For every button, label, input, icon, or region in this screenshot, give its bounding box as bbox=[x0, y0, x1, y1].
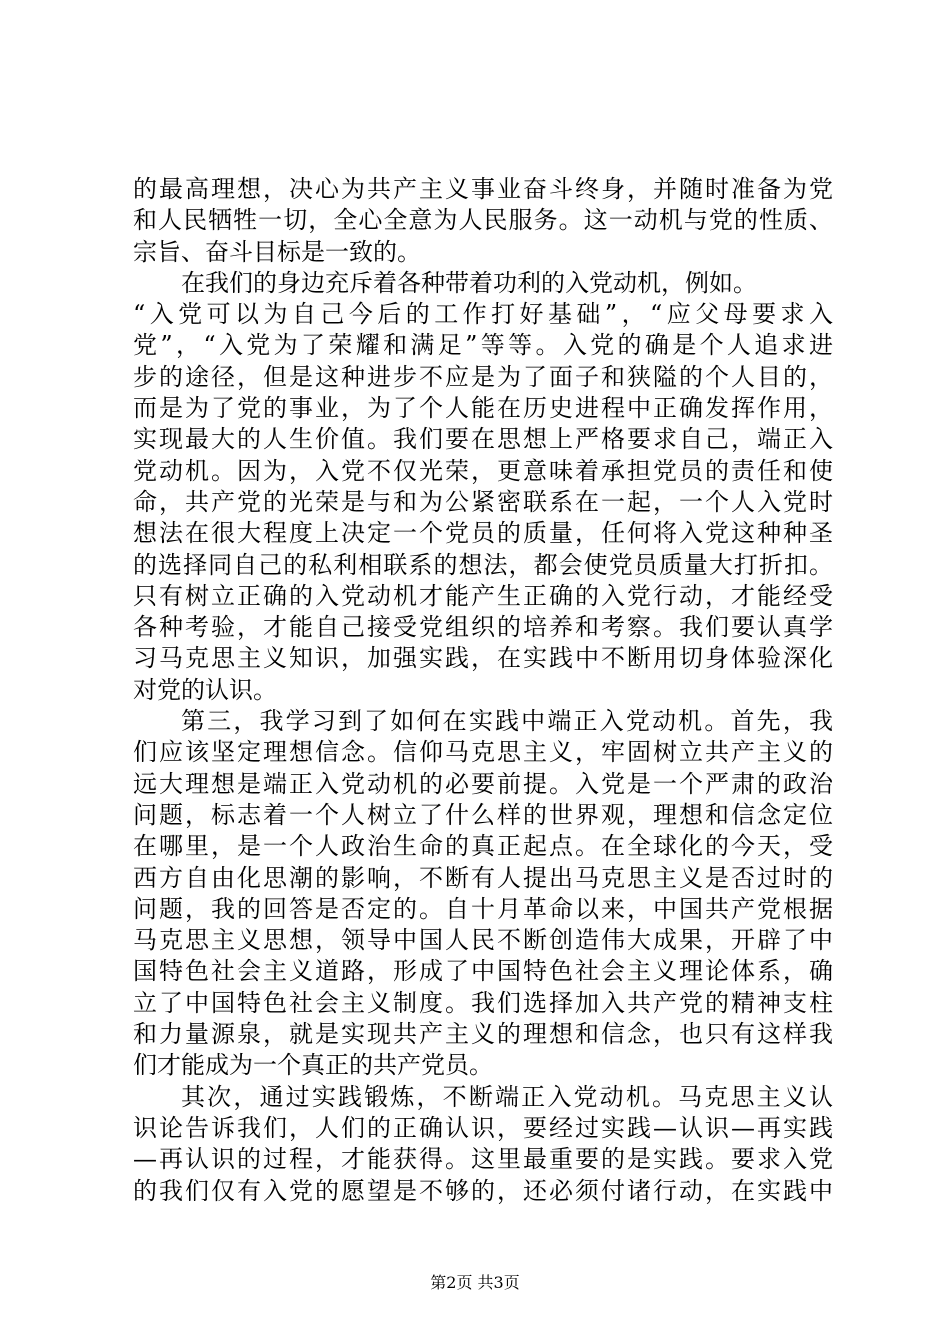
text-line: 的我们仅有入党的愿望是不够的，还必须付诸行动，在实践中 bbox=[133, 1176, 833, 1205]
text-line: 习马克思主义知识，加强实践，在实践中不断用切身体验深化 bbox=[133, 644, 833, 673]
text-line: 的选择同自己的私利相联系的想法，都会使党员质量大打折扣。 bbox=[133, 550, 833, 579]
text-line: 在哪里，是一个人政治生命的真正起点。在全球化的今天，受 bbox=[133, 832, 833, 861]
text-line: 实现最大的人生价值。我们要在思想上严格要求自己，端正入 bbox=[133, 425, 833, 454]
text-line: 问题，我的回答是否定的。自十月革命以来，中国共产党根据 bbox=[133, 894, 833, 923]
text-line: 各种考验，才能自己接受党组织的培养和考察。我们要认真学 bbox=[133, 613, 833, 642]
text-line: 只有树立正确的入党动机才能产生正确的入党行动，才能经受 bbox=[133, 581, 833, 610]
text-line: 的最高理想，决心为共产主义事业奋斗终身，并随时准备为党 bbox=[133, 175, 833, 203]
text-line: 步的途径，但是这种进步不应是为了面子和狭隘的个人目的， bbox=[133, 362, 833, 391]
text-line: 想法在很大程度上决定一个党员的质量，任何将入党这种种圣 bbox=[133, 519, 833, 548]
text-line: 其次，通过实践锻炼，不断端正入党动机。马克思主义认 bbox=[181, 1082, 833, 1111]
text-line: 在我们的身边充斥着各种带着功利的入党动机，例如。 bbox=[181, 268, 757, 297]
text-line: 宗旨、奋斗目标是一致的。 bbox=[133, 237, 421, 266]
page-number-footer: 第2页 共3页 bbox=[430, 1273, 520, 1292]
text-line: 远大理想是端正入党动机的必要前提。入党是一个严肃的政治 bbox=[133, 769, 833, 798]
text-line: 命，共产党的光荣是与和为公紧密联系在一起，一个人入党时 bbox=[133, 487, 833, 516]
text-line: 和人民牺牲一切，全心全意为人民服务。这一动机与党的性质、 bbox=[133, 206, 833, 235]
text-line: 西方自由化思潮的影响，不断有人提出马克思主义是否过时的 bbox=[133, 863, 833, 892]
text-line: 党动机。因为，入党不仅光荣，更意味着承担党员的责任和使 bbox=[133, 456, 833, 485]
text-line: 们应该坚定理想信念。信仰马克思主义，牢固树立共产主义的 bbox=[133, 738, 833, 767]
text-line: 党”，“入党为了荣耀和满足”等等。入党的确是个人追求进 bbox=[133, 331, 833, 360]
text-line: 对党的认识。 bbox=[133, 675, 277, 704]
text-line: 国特色社会主义道路，形成了中国特色社会主义理论体系，确 bbox=[133, 957, 833, 986]
text-line: 识论告诉我们，人们的正确认识，要经过实践—认识—再实践 bbox=[133, 1113, 833, 1142]
text-line: “入党可以为自己今后的工作打好基础”，“应父母要求入 bbox=[133, 300, 833, 329]
text-line: 第三，我学习到了如何在实践中端正入党动机。首先，我 bbox=[181, 707, 833, 736]
text-line: 而是为了党的事业，为了个人能在历史进程中正确发挥作用， bbox=[133, 394, 833, 423]
body-text bbox=[133, 174, 833, 1207]
text-line: 和力量源泉，就是实现共产主义的理想和信念，也只有这样我 bbox=[133, 1020, 833, 1049]
text-line: —再认识的过程，才能获得。这里最重要的是实践。要求入党 bbox=[133, 1145, 833, 1174]
text-line: 问题，标志着一个人树立了什么样的世界观，理想和信念定位 bbox=[133, 800, 833, 829]
text-line: 马克思主义思想，领导中国人民不断创造伟大成果，开辟了中 bbox=[133, 926, 833, 955]
text-line: 立了中国特色社会主义制度。我们选择加入共产党的精神支柱 bbox=[133, 988, 833, 1017]
text-line: 们才能成为一个真正的共产党员。 bbox=[133, 1051, 493, 1080]
